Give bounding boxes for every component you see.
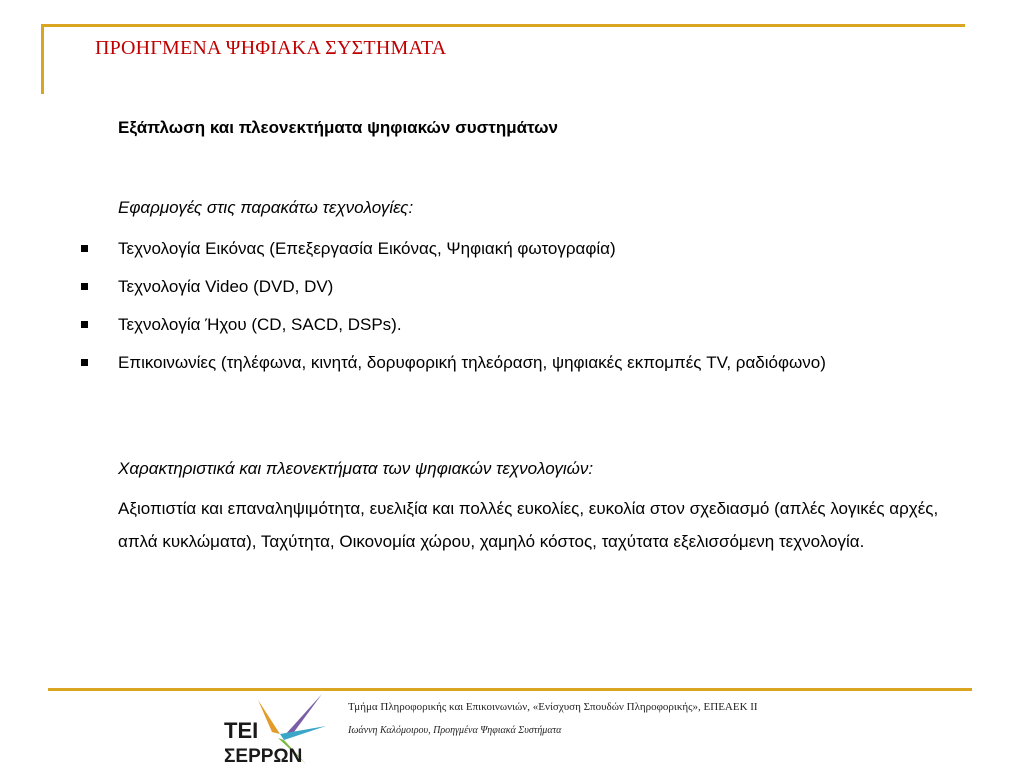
- logo-orange-ray: [258, 700, 280, 734]
- features-heading: Χαρακτηριστικά και πλεονεκτήματα των ψηφιακών τεχνολογιών:: [118, 459, 594, 478]
- list-item: [0, 232, 1024, 265]
- list-item: [0, 308, 1024, 341]
- footer-rule: [48, 688, 972, 691]
- logo-blue-ray: [280, 726, 326, 740]
- list-item-text: Επικοινωνίες (τηλέφωνα, κινητά, δορυφορική τηλεόραση, ψηφιακές εκπομπές TV, ραδιόφωνο): [118, 353, 826, 372]
- square-bullet-icon: [81, 283, 88, 290]
- logo-text-tei: ΤΕΙ: [224, 718, 259, 743]
- footer-department: Τμήμα Πληροφορικής και Επικοινωνιών, «Ενίσχυση Σπουδών Πληροφορικής», ΕΠΕΑΕΚ ΙΙ: [348, 701, 758, 713]
- tei-serron-logo: [222, 692, 332, 768]
- frame-horizontal-rule: [41, 24, 965, 27]
- list-item-text: Τεχνολογία Ήχου (CD, SACD, DSPs).: [118, 315, 402, 334]
- footer-author: Ιωάννη Καλόμοιρου, Προηγμένα Ψηφιακά Συστήματα: [348, 725, 562, 736]
- list-item: [0, 346, 1024, 379]
- applications-list: [0, 232, 1024, 384]
- features-paragraph: Αξιοπιστία και επαναληψιμότητα, ευελιξία και πολλές ευκολίες, ευκολία στον σχεδιασμό (απλές λογικές αρχές, απλά κυκλώματα), Ταχύτητα, Οικονομία χώρου, χαμηλό κόστος, ταχύτατα εξελισσόμενη τεχνολογία.: [118, 499, 939, 551]
- list-item-text: Τεχνολογία Video (DVD, DV): [118, 277, 334, 296]
- square-bullet-icon: [81, 245, 88, 252]
- square-bullet-icon: [81, 359, 88, 366]
- logo-purple-ray: [284, 694, 322, 736]
- list-item: [0, 270, 1024, 303]
- slide-title: ΠΡΟΗΓΜΕΝΑ ΨΗΦΙΑΚΑ ΣΥΣΤΗΜΑΤΑ: [95, 37, 447, 59]
- frame-vertical-rule: [41, 24, 44, 94]
- list-item-text: Τεχνολογία Εικόνας (Επεξεργασία Εικόνας, Ψηφιακή φωτογραφία): [118, 239, 616, 258]
- slide-subtitle: Εξάπλωση και πλεονεκτήματα ψηφιακών συστημάτων: [118, 118, 558, 137]
- square-bullet-icon: [81, 321, 88, 328]
- applications-heading: Εφαρμογές στις παρακάτω τεχνολογίες:: [118, 198, 414, 217]
- logo-text-serron: ΣΕΡΡΩΝ: [224, 746, 303, 767]
